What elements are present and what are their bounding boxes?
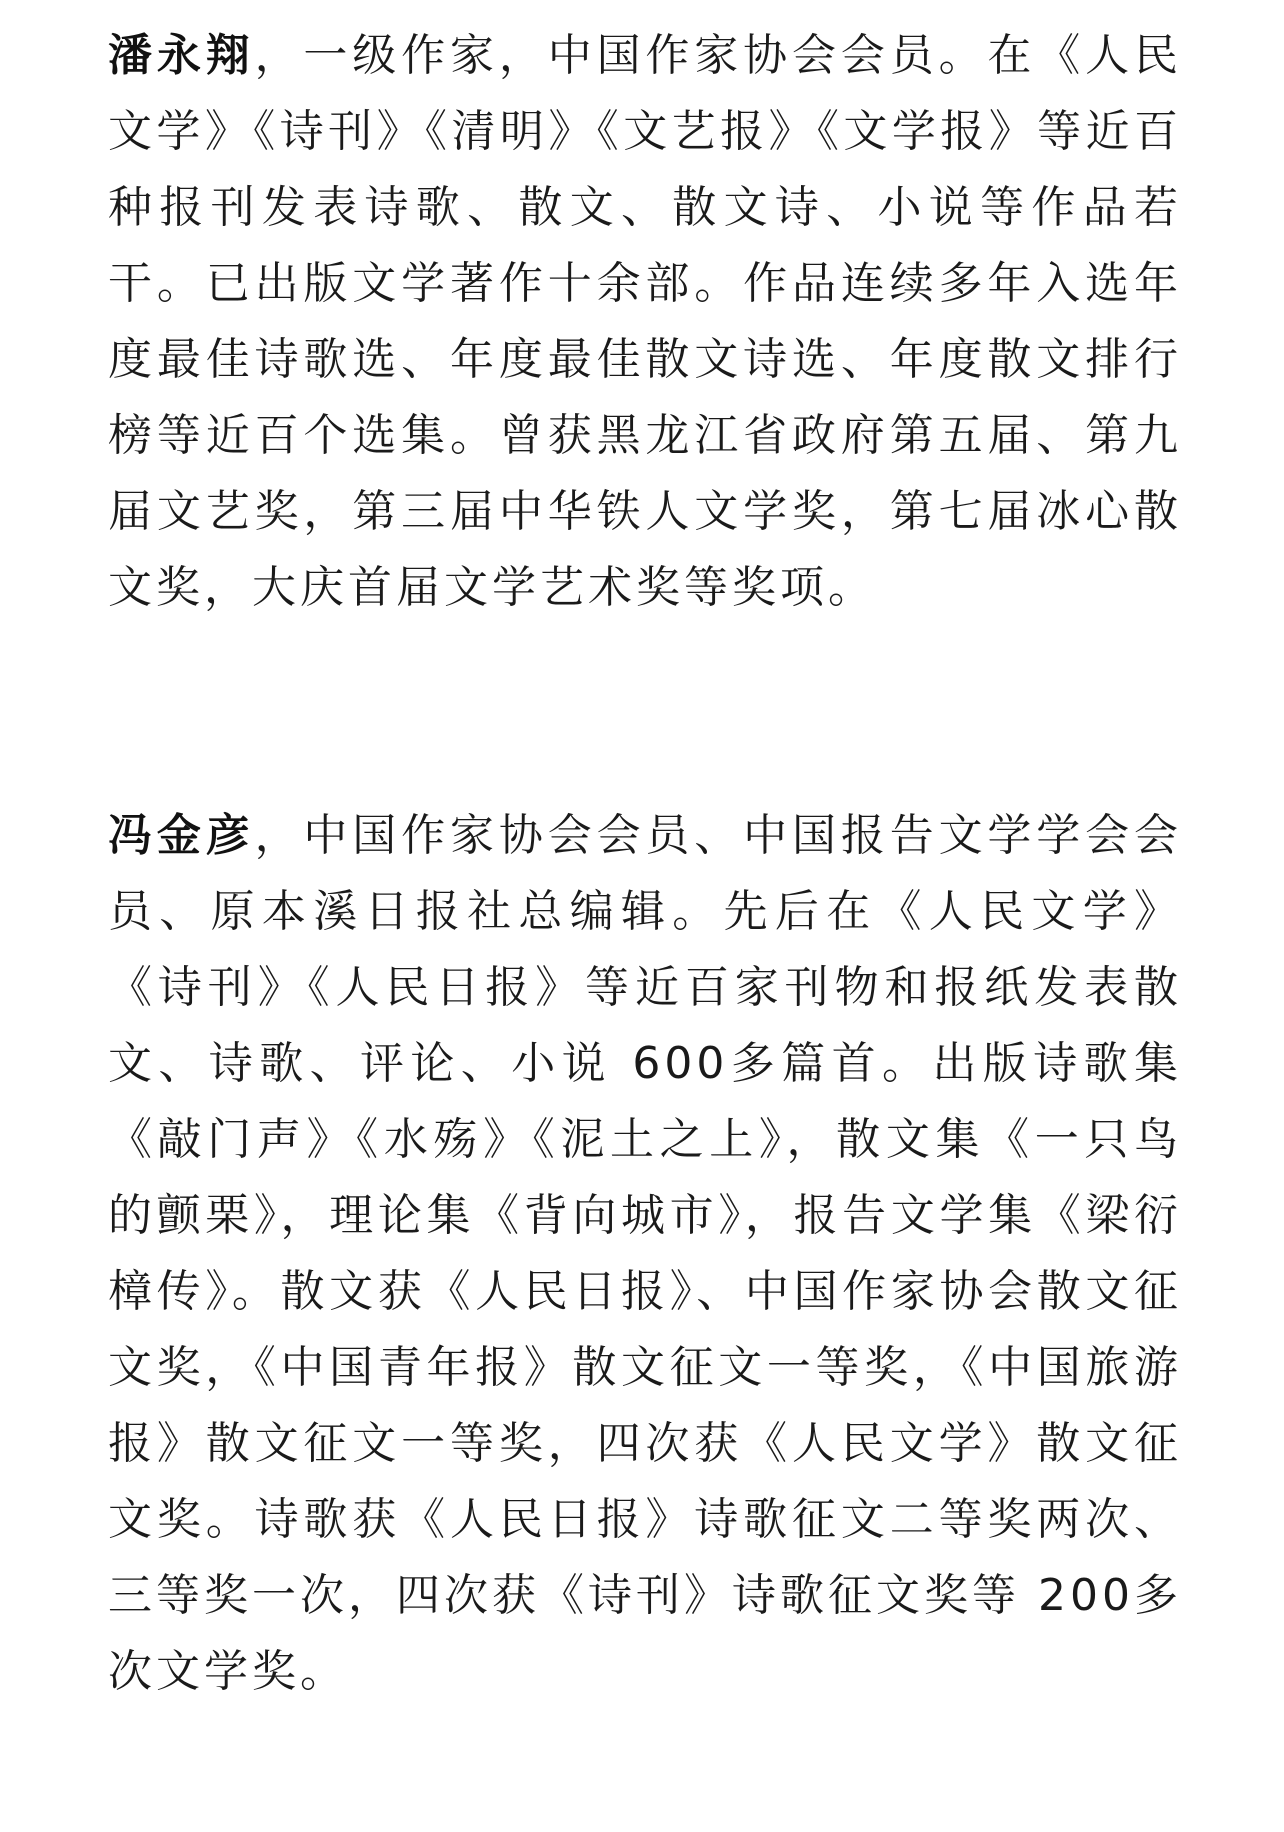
- author-name: 潘永翔: [108, 30, 255, 81]
- author-bio-feng-jinyan: [108, 798, 1182, 1710]
- author-bio-text: ，中国作家协会会员、中国报告文学学会会员、原本溪日报社总编辑。先后在《人民文学》《诗刊》《人民日报》等近百家刊物和报纸发表散文、诗歌、评论、小说 600多篇首。出版诗歌集《敲门声》《水殇》《泥土之上》，散文集《一只鸟的颤栗》，理论集《背向城市》，报告文学集《梁衍樟传》。散文获《人民日报》、中国作家协会散文征文奖，《中国青年报》散文征文一等奖，《中国旅游报》散文征文一等奖，四次获《人民文学》散文征文奖。诗歌获《人民日报》诗歌征文二等奖两次、三等奖一次，四次获《诗刊》诗歌征文奖等 200多次文学奖。: [108, 810, 1183, 1697]
- author-bio-pan-yongxiang: [108, 18, 1182, 626]
- author-bio-text: ，一级作家，中国作家协会会员。在《人民文学》《诗刊》《清明》《文艺报》《文学报》等近百种报刊发表诗歌、散文、散文诗、小说等作品若干。已出版文学著作十余部。作品连续多年入选年度最佳诗歌选、年度最佳散文诗选、年度散文排行榜等近百个选集。曾获黑龙江省政府第五届、第九届文艺奖，第三届中华铁人文学奖，第七届冰心散文奖，大庆首届文学艺术奖等奖项。: [108, 30, 1183, 613]
- author-name: 冯金彦: [108, 810, 255, 861]
